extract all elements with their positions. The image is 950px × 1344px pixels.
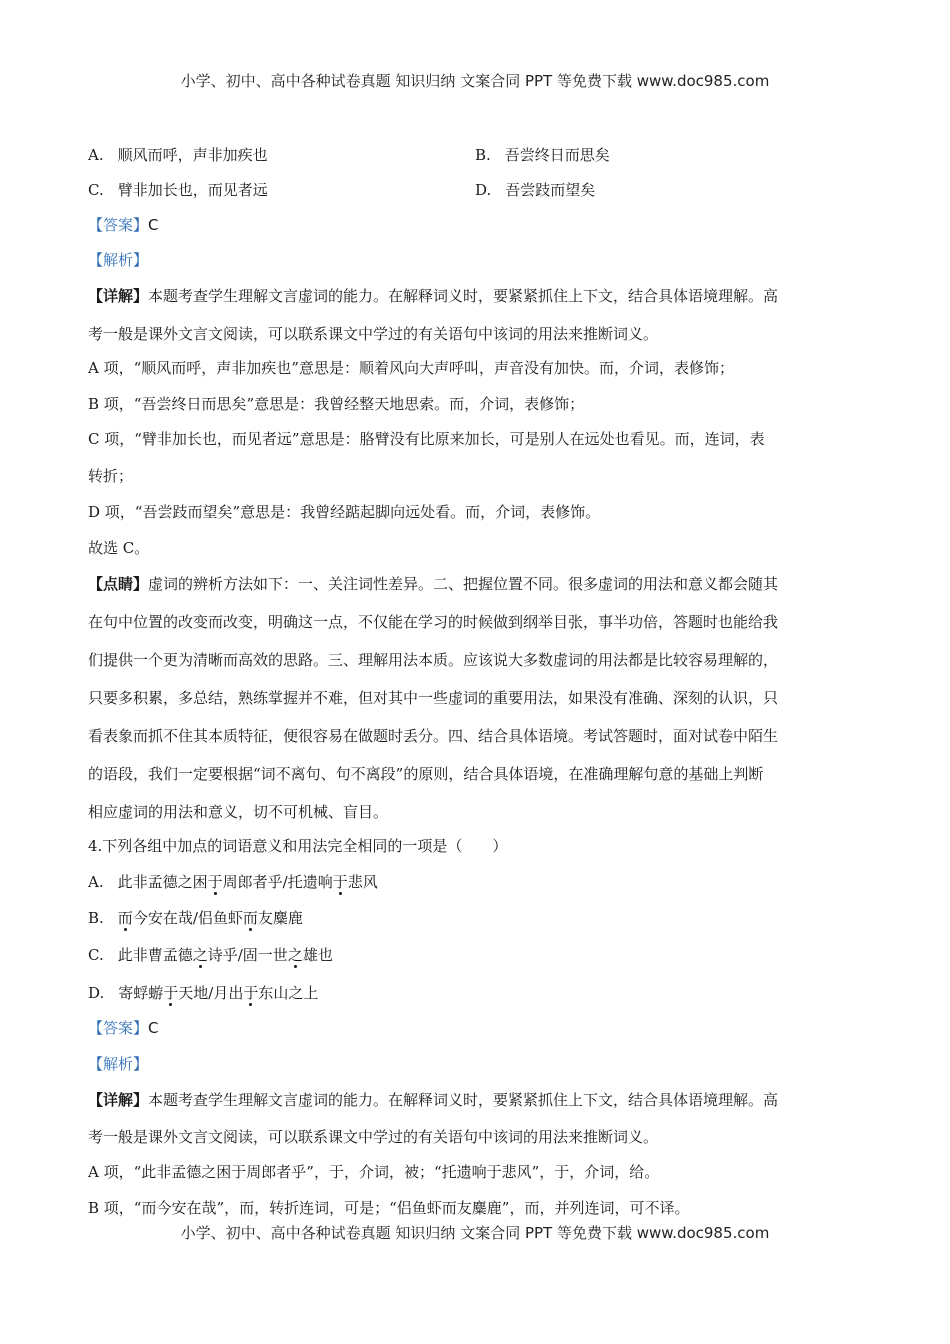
option-text: 诗乎/固一世 — [207, 946, 288, 964]
q4-question: 4.下列各组中加点的词语意义和用法完全相同的一项是（ ） — [88, 837, 508, 855]
option-text: 寄蜉蝣 — [118, 984, 164, 1002]
q3-option-c — [88, 180, 268, 200]
q3-point-line-6: 的语段，我们一定要根据“词不离句、句不离段”的原则，结合具体语境，在准确理解句意的基础上判断 — [88, 765, 764, 783]
option-text: 今安在哉/侣鱼虾 — [132, 909, 243, 927]
option-text: 周郎者乎/托遗响 — [222, 873, 333, 891]
option-text: 顺风而呼，声非加疾也 — [117, 146, 268, 164]
dotted-word: 于 — [243, 984, 259, 1002]
q3-point-line-3: 们提供一个更为清晰而高效的思路。三、理解用法本质。应该说大多数虚词的用法都是比较容易理解的， — [88, 651, 779, 669]
q3-point-line-2: 在句中位置的改变而改变，明确这一点，不仅能在学习的时候做到纲举目张，事半功倍，答题时也能给我 — [88, 613, 779, 631]
dotted-word: 而 — [242, 909, 258, 927]
q4-option-b — [88, 908, 303, 928]
option-label: C. — [88, 946, 104, 964]
dotted-word: 于 — [207, 873, 223, 891]
option-label: B. — [88, 909, 104, 927]
q3-option-d — [475, 180, 595, 200]
option-text: 东山之上 — [258, 984, 319, 1002]
option-text: 天地/月出 — [178, 984, 244, 1002]
dotted-word: 之 — [287, 946, 303, 964]
q4-option-a — [88, 872, 378, 892]
q4-detail-line-1 — [88, 1090, 778, 1110]
option-text: 此非孟德之困 — [117, 873, 208, 891]
q3-item-c-line-1: C 项，“臂非加长也，而见者远”意思是：胳臂没有比原来加长，可是别人在远处也看见。而，连词，表 — [88, 430, 765, 448]
q4-detail-line-2: 考一般是课外文言文阅读，可以联系课文中学过的有关语句中该词的用法来推断词义。 — [88, 1128, 659, 1146]
q3-point-line-4: 只要多积累，多总结，熟练掌握并不难，但对其中一些虚词的重要用法，如果没有准确、深刻的认识，只 — [88, 689, 779, 707]
q3-detail-line-1 — [88, 286, 778, 306]
answer-value: C — [148, 216, 159, 234]
q4-option-c — [88, 945, 333, 965]
option-label: A. — [88, 146, 104, 164]
option-text: 此非曹孟德 — [117, 946, 193, 964]
q3-detail-line-2: 考一般是课外文言文阅读，可以联系课文中学过的有关语句中该词的用法来推断词义。 — [88, 325, 659, 343]
page-header: 小学、初中、高中各种试卷真题 知识归纳 文案合同 PPT 等免费下载 www.doc985.com — [180, 72, 770, 90]
point-text: 虚词的辨析方法如下：一、关注词性差异。二、把握位置不同。很多虚词的用法和意义都会随其 — [148, 575, 779, 593]
option-label: B. — [475, 146, 491, 164]
option-text: 悲风 — [347, 873, 378, 891]
detail-tag: 【详解】 — [88, 287, 149, 305]
q3-point-line-1 — [88, 574, 778, 594]
option-text: 臂非加长也，而见者远 — [117, 181, 268, 199]
answer-tag: 【答案】 — [88, 1019, 149, 1037]
detail-tag: 【详解】 — [88, 1091, 149, 1109]
page-footer: 小学、初中、高中各种试卷真题 知识归纳 文案合同 PPT 等免费下载 www.doc985.com — [180, 1224, 770, 1242]
q3-point-line-7: 相应虚词的用法和意义，切不可机械、盲目。 — [88, 803, 389, 821]
q3-option-b — [475, 145, 610, 165]
point-tag: 【点睛】 — [88, 575, 149, 593]
option-label: D. — [475, 181, 492, 199]
dotted-word: 之 — [192, 946, 208, 964]
q4-item-b: B 项，“而今安在哉”，而，转折连词，可是；“侣鱼虾而友麋鹿”，而，并列连词，可不译。 — [88, 1199, 690, 1217]
dotted-word: 于 — [332, 873, 348, 891]
q4-answer — [88, 1018, 159, 1038]
q3-choice: 故选 C。 — [88, 539, 150, 557]
option-text: 吾尝终日而思矣 — [504, 146, 610, 164]
option-label: D. — [88, 984, 105, 1002]
dotted-word: 而 — [117, 909, 133, 927]
option-text: 雄也 — [302, 946, 333, 964]
q3-point-line-5: 看表象而抓不住其本质特征，便很容易在做题时丢分。四、结合具体语境。考试答题时，面对试卷中陌生 — [88, 727, 779, 745]
q4-option-d — [88, 983, 318, 1003]
q3-answer — [88, 215, 159, 235]
q3-item-a: A 项，“顺风而呼，声非加疾也”意思是：顺着风向大声呼叫，声音没有加快。而，介词，表修饰； — [88, 359, 734, 377]
q3-item-c-line-2: 转折； — [88, 467, 134, 485]
answer-value: C — [148, 1019, 159, 1037]
option-label: C. — [88, 181, 104, 199]
dotted-word: 于 — [163, 984, 179, 1002]
answer-tag: 【答案】 — [88, 216, 149, 234]
q3-item-d: D 项，“吾尝跂而望矣”意思是：我曾经踮起脚向远处看。而，介词，表修饰。 — [88, 503, 601, 521]
q4-analysis-tag: 【解析】 — [88, 1055, 149, 1073]
q3-item-b: B 项，“吾尝终日而思矣”意思是：我曾经整天地思索。而，介词，表修饰； — [88, 395, 585, 413]
option-text: 吾尝跂而望矣 — [505, 181, 596, 199]
detail-text: 本题考查学生理解文言虚词的能力。在解释词义时，要紧紧抓住上下文，结合具体语境理解。高 — [148, 287, 779, 305]
q3-option-a — [88, 145, 268, 165]
q4-item-a: A 项，“此非孟德之困于周郎者乎”，于，介词，被；“托遗响于悲风”，于，介词，给。 — [88, 1163, 660, 1181]
detail-text: 本题考查学生理解文言虚词的能力。在解释词义时，要紧紧抓住上下文，结合具体语境理解。高 — [148, 1091, 779, 1109]
q3-analysis-tag: 【解析】 — [88, 251, 149, 269]
option-text: 友麋鹿 — [257, 909, 303, 927]
option-label: A. — [88, 873, 104, 891]
